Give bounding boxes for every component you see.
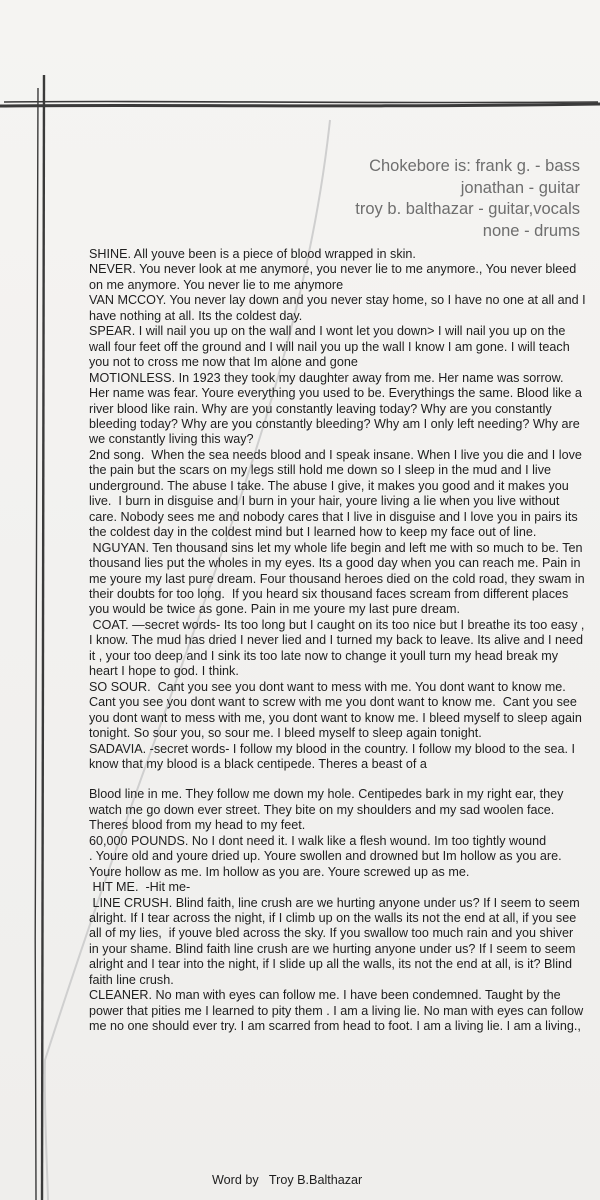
lyric-sadavia: SADAVIA. -secret words- I follow my blood in the country. I follow my blood to the sea. I know that my blood is a black centipede. Theres a beast of a [89, 741, 579, 771]
lyric-coat: COAT. —secret words- Its too long but I caught on its too nice but I breathe its too easy , I know. The mud has dried I never lied and I turned my back to leave. Its alive and I need it , your too deep and I sink its too late now to change it youll turn my head break my heart I hope to god. I think. [89, 617, 588, 679]
left-border-stroke [41, 75, 44, 1200]
lineup-line-vocals: troy b. balthazar - guitar,vocals [355, 200, 580, 218]
lyric-motionless: MOTIONLESS. In 1923 they took my daughter away from me. Her name was sorrow. Her name was fear. Youre everything you used to be. Everythings the same. Blood like a river blood like rain. Why are you constantly leaving today? Why are you constantly bleeding today? Why are you constantly bleeding? Why am I only left needing? Why are we constantly living this way? [89, 370, 586, 447]
left-border-stroke-2 [35, 88, 38, 1200]
lyric-nguyan: NGUYAN. Ten thousand sins let my whole life begin and left me with so much to be. Ten thousand lies put the wholes in my eyes. Its a good day when you can reach me. Pain in me youre my last pure dream. Four thousand heroes died on the cold road, they swam in their doubts for too long. If you heard six thousand faces scream from different places you would be twice as gone. Pain in me youre my last pure dream. [89, 540, 589, 617]
top-border-stroke [0, 104, 600, 106]
lyric-hit-me: HIT ME. -Hit me- [89, 880, 191, 895]
lyric-spear: SPEAR. I will nail you up on the wall and I wont let you down> I will nail you up on the wall four feet off the ground and I will nail you up the wall I know I am gone. I will teach you not to cross me now that Im alone and gone [89, 324, 574, 370]
lineup-line-bass: Chokebore is: frank g. - bass [369, 157, 580, 175]
top-border-stroke-2 [4, 101, 598, 102]
lyric-sadavia-cont: Blood line in me. They follow me down my hole. Centipedes bark in my right ear, they watch me go down ever street. They bite on my shoulders and my sad woolen face. Theres blood from my head to my feet. [89, 787, 567, 833]
lineup-line-guitar: jonathan - guitar [460, 178, 580, 197]
lyric-cleaner: CLEANER. No man with eyes can follow me. I have been condemned. Taught by the power that pities me I learned to pity them . I am a living lie. No man with eyes can follow me no one should ever try. I am scarred from head to foot. I am a living lie. I am a living., [89, 988, 587, 1034]
lyrics-block [89, 247, 590, 1035]
lyric-van-mccoy: VAN MCCOY. You never lay down and you never stay home, so I have no one at all and I have nothing at all. Its the coldest day. [89, 293, 590, 323]
lyric-shine: SHINE. All youve been is a piece of blood wrapped in skin. [89, 247, 416, 261]
lyric-2nd-song: 2nd song. When the sea needs blood and I speak insane. When I live you die and I love the pain but the scars on my legs still hold me down so I sleep in the mud and I live underground. The abuse I take. The abuse I give, it makes you good and it makes you live. I burn in disguise and I burn in your hair, youre living a lie when you live without care. Nobody sees me and nobody cares that I live in disguise and I love you in pairs its the coldest day in the coldest mind but I learned how to keep my face out of line. [89, 447, 586, 540]
lyric-never: NEVER. You never look at me anymore, you never lie to me anymore., You never bleed on me anymore. You never lie to me anymore [89, 262, 580, 292]
lyric-60000-pounds: 60,000 POUNDS. No I dont need it. I walk like a flesh wound. Im too tightly wound [89, 833, 547, 848]
band-lineup [355, 156, 580, 242]
lyrics-credit: Word by Troy B.Balthazar [212, 1173, 363, 1187]
lyric-so-sour: SO SOUR. Cant you see you dont want to mess with me. You dont want to know me. Cant you see you dont want to screw with me you dont want to know me. Cant you see you dont want to mess with me, you dont want to know me. I bleed myself to sleep again tonight. So sour you, so sour me. I bleed myself to sleep again tonight. [89, 679, 586, 741]
lyric-60000-pounds-cont: . Youre old and youre dried up. Youre swollen and drowned but Im hollow as you are. Youre hollow as me. Im hollow as you are. Youre screwed up as me. [89, 849, 565, 879]
lyric-line-crush: LINE CRUSH. Blind faith, line crush are we hurting anyone under us? If I seem to seem alright. If I tear across the night, if I climb up on the walls its not the end at all, if you see all of my lies, if youve bled across the sky. If you swallow too much rain and you shiver in your shame. Blind faith line crush are we hurting anyone under us? If I seem to seem alright and I tear into the night, if I slide up all the walls, its not the end at all, is it? Blind faith line crush. [89, 895, 584, 987]
blank-line [89, 772, 586, 787]
lineup-line-drums: none - drums [482, 221, 580, 240]
